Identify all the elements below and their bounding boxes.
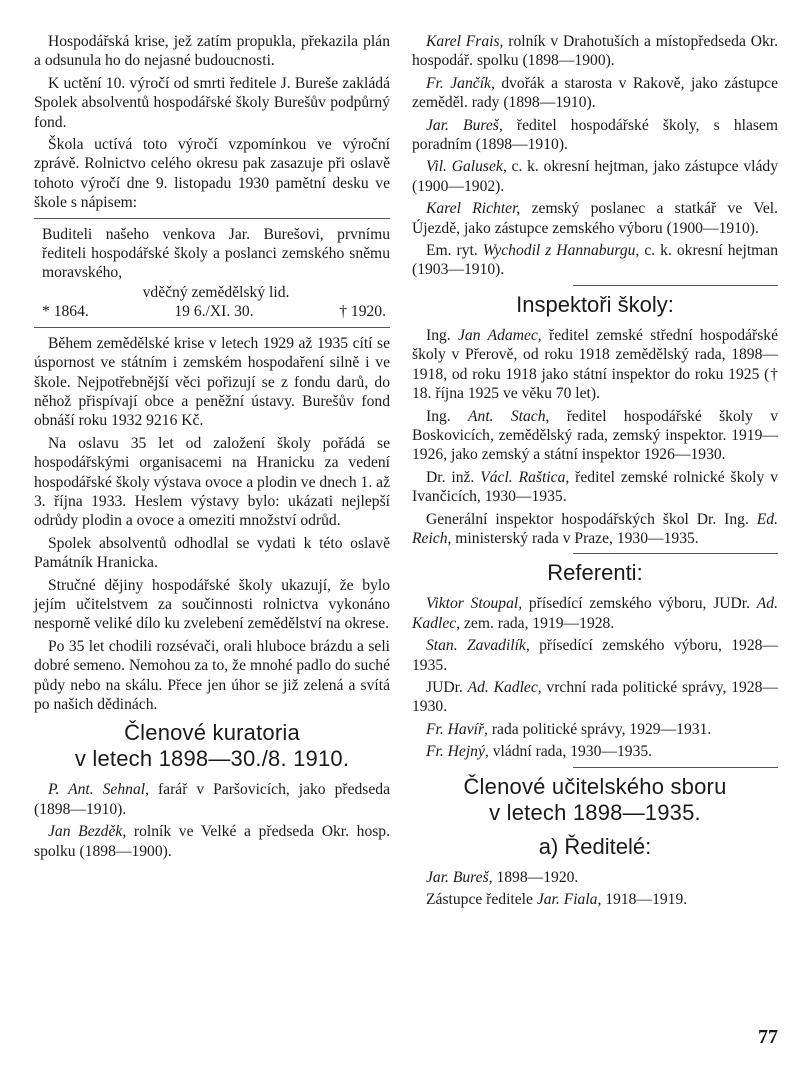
- inscription-signature: vděčný zemědělský lid.: [142, 283, 290, 301]
- section-heading-kuratorium: [34, 720, 390, 772]
- person-name: Václ. Raštica,: [480, 468, 570, 486]
- entry-text: 1918—1919.: [601, 891, 688, 908]
- list-item: [412, 326, 778, 404]
- section-heading-referents: Referenti:: [547, 560, 643, 586]
- entry-text: rada politické správy, 1929—1931.: [487, 720, 712, 738]
- entry-prefix: Ing.: [426, 407, 468, 425]
- divider: [573, 553, 778, 554]
- list-item: [412, 407, 778, 465]
- inscription-text: Buditeli našeho venkova Jar. Burešovi, prvnímu řediteli hospodářské školy a poslanci zemského sněmu moravského,: [42, 225, 390, 282]
- entry-text: ředitel hospodářské školy, s hlasem poradním (1898—1910).: [412, 116, 778, 154]
- person-name: Jan Bezděk,: [48, 823, 127, 841]
- list-item: [412, 199, 778, 238]
- paragraph: Na oslavu 35 let od založení školy pořádá se hospodářskými organisacemi na Hranicku za vedení hospodářské školy výstava ovoce a plodin ve dnech 1. až 3. října 1933. Heslem výstavy bylo: ukázati nejlepší odrůdy plodin a ovoce a omeziti množství odrůd.: [34, 434, 390, 530]
- person-name: Fr. Jančík,: [426, 74, 495, 92]
- divider: [573, 767, 778, 768]
- death-year: † 1920.: [339, 303, 386, 321]
- inscription-dates: [42, 302, 390, 321]
- entry-prefix: JUDr.: [426, 678, 468, 696]
- list-item: [412, 742, 778, 761]
- entry-text: zemský poslanec a statkář ve Vel. Újezdě, jako zástupce zemského výboru (1900—1910).: [412, 200, 778, 237]
- list-item: [412, 241, 778, 280]
- list-item: [412, 868, 778, 887]
- person-name: Karel Richter,: [426, 200, 521, 218]
- entry-text: vrchní rada politické správy, 1928—1930.: [412, 678, 778, 716]
- person-name: Jar. Fiala,: [536, 891, 602, 908]
- divider: [34, 218, 390, 219]
- person-name: Stan. Zavadilík,: [426, 637, 530, 655]
- entry-text: ministerský rada v Praze, 1930—1935.: [451, 529, 699, 547]
- page-number: 77: [758, 1026, 778, 1048]
- birth-year: * 1864.: [42, 303, 89, 321]
- entry-text: rolník v Drahotuších a místopředseda Okr. hospodář. spolku (1898—1900).: [412, 33, 778, 70]
- list-item: [412, 32, 778, 71]
- person-name: Jan Adamec,: [458, 326, 542, 344]
- person-name: Ant. Stach,: [468, 407, 550, 425]
- plaque-inscription: [42, 225, 390, 322]
- entry-text: dvořák a starosta v Rakově, jako zástupce zeměděl. rady (1898—1910).: [412, 74, 778, 112]
- entry-text: zem. rada, 1919—1928.: [460, 614, 615, 632]
- entry-text: přísedící zemského výboru, JUDr.: [522, 595, 757, 613]
- entry-text: farář v Paršovicích, jako předseda (1898—1910).: [34, 781, 390, 818]
- person-name: Ad. Kadlec,: [412, 595, 778, 632]
- right-column: [412, 32, 778, 912]
- entry-text: c. k. okresní hejtman (1903—1910).: [412, 242, 778, 279]
- entry-text: 1898—1920.: [492, 868, 579, 886]
- paragraph: K uctění 10. výročí od smrti ředitele J. Bureše zakládá Spolek absolventů hospodářské školy Burešův podpůrný fond.: [34, 74, 390, 131]
- person-name: Ad. Kadlec,: [467, 678, 542, 696]
- divider: [573, 285, 778, 286]
- section-heading-teachers: [412, 774, 778, 826]
- entry-text: ředitel hospodářské školy v Boskovicích, zemědělský rada, zemský inspektor. 1919—1926, jako zemský a státní inspektor 1926—1930.: [412, 407, 778, 464]
- entry-text: ředitel zemské rolnické školy v Ivančicích, 1930—1935.: [412, 468, 779, 506]
- list-item: [34, 822, 390, 861]
- person-name: P. Ant. Sehnal,: [48, 781, 149, 799]
- entry-prefix: Dr. inž.: [426, 468, 481, 486]
- subsection-heading-directors: a) Ředitelé:: [538, 833, 652, 859]
- entry-prefix: Generální inspektor hospodářských škol Dr. Ing.: [426, 510, 757, 528]
- person-name: Wychodil z Hannaburgu,: [482, 242, 640, 260]
- list-item: [412, 890, 778, 909]
- person-name: Jar. Bureš,: [426, 868, 493, 886]
- list-item: [412, 720, 778, 739]
- entry-prefix: Ing.: [426, 326, 459, 344]
- person-name: Karel Frais,: [426, 33, 504, 50]
- person-name: Vil. Galusek,: [426, 158, 507, 176]
- list-item: [412, 157, 778, 196]
- divider: [34, 327, 390, 328]
- list-item: [412, 594, 778, 633]
- entry-text: vládní rada, 1930—1935.: [488, 743, 653, 761]
- left-column: [34, 32, 390, 864]
- paragraph: Během zemědělské krise v letech 1929 až 1935 cítí se úspornost ve státním i zemském hospodaření silně i ve škole. Nejpotřebnější věci pořizují se z fondu darů, do něhož přispívají obce a peněžní ústavy. Burešův fond obnáší roku 1932 9216 Kč.: [34, 334, 390, 430]
- entry-text: přísedící zemského výboru, 1928—1935.: [412, 637, 779, 674]
- paragraph: Stručné dějiny hospodářské školy ukazují, že bylo jejím učitelstvem za součinnosti rolnictva vykonáno nesporně veliké dílo ku zvelebení zemědělství na okrese.: [34, 576, 390, 633]
- paragraph: Škola uctívá toto výročí vzpomínkou ve výroční zprávě. Rolnictvo celého okresu pak zasazuje při oslavě tohoto výročí dne 9. listopadu 1930 pamětní desku ve škole s nápisem:: [34, 136, 390, 212]
- person-name: Viktor Stoupal,: [426, 595, 523, 613]
- person-name: Fr. Hejný,: [426, 743, 489, 761]
- person-name: Jar. Bureš,: [426, 116, 503, 134]
- list-item: [412, 74, 778, 113]
- entry-text: ředitel zemské střední hospodářské školy v Přerově, od roku 1918 zemědělský rada, 1898—1918, od roku 1918 jako státní inspektor do roku 1925 († 18. října 1925 ve věku 70 let).: [412, 326, 778, 403]
- heading-line: Členové kuratoria: [124, 720, 300, 746]
- paragraph: Spolek absolventů odhodlal se vydati k této oslavě Památník Hranicka.: [34, 534, 390, 572]
- entry-text: c. k. okresní hejtman, jako zástupce vlády (1900—1902).: [412, 158, 779, 195]
- person-name: Fr. Havíř,: [426, 720, 488, 738]
- entry-text: rolník ve Velké a předseda Okr. hosp. spolku (1898—1900).: [34, 823, 390, 860]
- heading-line: v letech 1898—1935.: [489, 799, 701, 825]
- list-item: [412, 468, 778, 507]
- entry-prefix: Em. ryt.: [426, 242, 483, 260]
- list-item: [34, 780, 390, 819]
- entry-prefix: Zástupce ředitele: [426, 891, 537, 908]
- unveil-date: 19 6./XI. 30.: [174, 303, 254, 321]
- list-item: [412, 510, 778, 549]
- heading-line: Členové učitelského sboru: [463, 773, 727, 799]
- list-item: [412, 636, 778, 675]
- paragraph: Po 35 let chodili rozsévači, orali hluboce brázdu a seli dobré semeno. Nemohou za to, že mnohé padlo do suché půdy nebo na skálu. Přece jen úhor se již zelená a svítá po našich dědinách.: [34, 637, 390, 713]
- paragraph: Hospodářská krise, jež zatím propukla, překazila plán a odsunula ho do nejasné budoucnosti.: [34, 33, 390, 70]
- list-item: [412, 116, 778, 155]
- list-item: [412, 678, 778, 717]
- heading-line: v letech 1898—30./8. 1910.: [74, 746, 350, 772]
- person-name: Ed. Reich,: [412, 510, 778, 547]
- section-heading-inspectors: Inspektoři školy:: [516, 291, 674, 317]
